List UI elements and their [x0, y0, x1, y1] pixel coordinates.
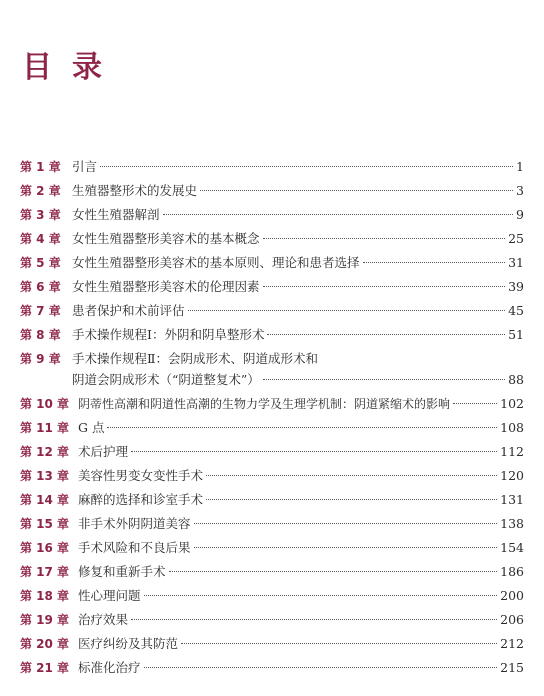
chapter-title: 女性生殖器整形美容术的基本原则、理论和患者选择 — [72, 255, 360, 270]
toc-entry[interactable] — [0, 656, 544, 680]
toc-entry[interactable] — [0, 584, 544, 608]
toc-entry[interactable] — [0, 251, 544, 275]
leader-dots — [163, 214, 514, 215]
table-of-contents — [0, 155, 544, 680]
chapter-title: 女性生殖器整形美容术的基本概念 — [72, 231, 260, 246]
chapter-number: 第 8 章 — [20, 328, 61, 342]
toc-entry[interactable] — [0, 440, 544, 464]
toc-entry[interactable] — [0, 227, 544, 251]
page-number: 3 — [516, 183, 524, 198]
chapter-number: 第 11 章 — [20, 421, 70, 435]
page-number: 108 — [500, 420, 524, 435]
chapter-number: 第 20 章 — [20, 637, 70, 651]
leader-dots — [194, 523, 498, 524]
chapter-number: 第 21 章 — [20, 661, 70, 675]
chapter-title: 标准化治疗 — [78, 660, 141, 675]
page-number: 131 — [500, 492, 524, 507]
chapter-number: 第 6 章 — [20, 280, 61, 294]
chapter-title: 非手术外阴阴道美容 — [78, 516, 191, 531]
leader-dots — [206, 499, 497, 500]
chapter-number: 第 5 章 — [20, 256, 61, 270]
page-number: 51 — [508, 327, 524, 342]
page-number: 1 — [516, 159, 524, 174]
chapter-number: 第 17 章 — [20, 565, 70, 579]
chapter-number: 第 12 章 — [20, 445, 70, 459]
chapter-title: 术后护理 — [78, 444, 129, 459]
chapter-number: 第 9 章 — [20, 352, 61, 366]
chapter-title: 治疗效果 — [78, 612, 129, 627]
page-number: 9 — [516, 207, 524, 222]
toc-entry[interactable] — [0, 416, 544, 440]
chapter-number: 第 10 章 — [20, 397, 70, 411]
leader-dots — [144, 667, 498, 668]
leader-dots — [267, 334, 505, 335]
leader-dots — [188, 310, 506, 311]
chapter-title: 医疗纠纷及其防范 — [78, 636, 179, 651]
toc-entry[interactable] — [0, 203, 544, 227]
page-number: 45 — [508, 303, 524, 318]
leader-dots — [131, 619, 497, 620]
chapter-number: 第 2 章 — [20, 184, 61, 198]
leader-dots — [181, 643, 497, 644]
leader-dots — [169, 571, 498, 572]
chapter-title: 美容性男变女变性手术 — [78, 468, 204, 483]
toc-entry[interactable] — [0, 608, 544, 632]
chapter-title: 女性生殖器解剖 — [72, 207, 160, 222]
chapter-number: 第 19 章 — [20, 613, 70, 627]
chapter-title: 患者保护和术前评估 — [72, 303, 185, 318]
toc-entry[interactable] — [0, 512, 544, 536]
toc-entry[interactable] — [0, 536, 544, 560]
chapter-number: 第 16 章 — [20, 541, 70, 555]
leader-dots — [144, 595, 498, 596]
page-number: 39 — [508, 279, 524, 294]
chapter-title: 引言 — [72, 159, 98, 174]
page-number: 138 — [500, 516, 524, 531]
toc-entry[interactable] — [0, 179, 544, 203]
toc-entry[interactable] — [0, 632, 544, 656]
chapter-number: 第 18 章 — [20, 589, 70, 603]
toc-entry[interactable] — [0, 275, 544, 299]
leader-dots — [200, 190, 513, 191]
page-number: 215 — [500, 660, 524, 675]
leader-dots — [131, 451, 497, 452]
chapter-number: 第 1 章 — [20, 160, 61, 174]
page-number: 206 — [500, 612, 524, 627]
chapter-title: 修复和重新手术 — [78, 564, 166, 579]
chapter-title: 手术操作规程Ⅰ：外阴和阴阜整形术 — [72, 327, 265, 342]
toc-entry[interactable] — [0, 464, 544, 488]
chapter-number: 第 14 章 — [20, 493, 70, 507]
chapter-title-continued: 阴道会阴成形术（“阴道整复术”） — [72, 372, 260, 387]
leader-dots — [453, 403, 497, 404]
leader-dots — [194, 547, 498, 548]
page-number: 200 — [500, 588, 524, 603]
toc-entry[interactable] — [0, 560, 544, 584]
page-number: 88 — [508, 372, 524, 387]
leader-dots — [100, 166, 513, 167]
toc-entry[interactable] — [0, 299, 544, 323]
chapter-title: 阴蒂性高潮和阴道性高潮的生物力学及生理学机制：阴道紧缩术的影响 — [78, 397, 451, 411]
toc-entry[interactable] — [0, 392, 544, 416]
chapter-title: 手术操作规程Ⅱ：会阴成形术、阴道成形术和 — [72, 351, 318, 366]
toc-entry[interactable] — [0, 488, 544, 512]
leader-dots — [263, 238, 506, 239]
leader-dots — [363, 262, 506, 263]
chapter-title: G 点 — [78, 420, 105, 435]
chapter-title: 性心理问题 — [78, 588, 141, 603]
chapter-number: 第 4 章 — [20, 232, 61, 246]
page-number: 112 — [500, 444, 524, 459]
toc-entry[interactable] — [0, 155, 544, 179]
chapter-title: 生殖器整形术的发展史 — [72, 183, 198, 198]
leader-dots — [263, 379, 505, 380]
toc-entry[interactable] — [0, 347, 544, 392]
chapter-title: 手术风险和不良后果 — [78, 540, 191, 555]
page-title: 目录 — [22, 50, 122, 85]
page-number: 31 — [508, 255, 524, 270]
page-number: 120 — [500, 468, 524, 483]
chapter-title: 女性生殖器整形美容术的伦理因素 — [72, 279, 260, 294]
leader-dots — [107, 427, 497, 428]
toc-entry[interactable] — [0, 323, 544, 347]
chapter-number: 第 13 章 — [20, 469, 70, 483]
page-number: 25 — [508, 231, 524, 246]
chapter-title: 麻醉的选择和诊室手术 — [78, 492, 204, 507]
page-number: 154 — [500, 540, 524, 555]
chapter-number: 第 3 章 — [20, 208, 61, 222]
leader-dots — [206, 475, 497, 476]
leader-dots — [263, 286, 506, 287]
page-number: 102 — [500, 396, 524, 411]
chapter-number: 第 7 章 — [20, 304, 61, 318]
chapter-number: 第 15 章 — [20, 517, 70, 531]
page-number: 212 — [500, 636, 524, 651]
page-number: 186 — [500, 564, 524, 579]
